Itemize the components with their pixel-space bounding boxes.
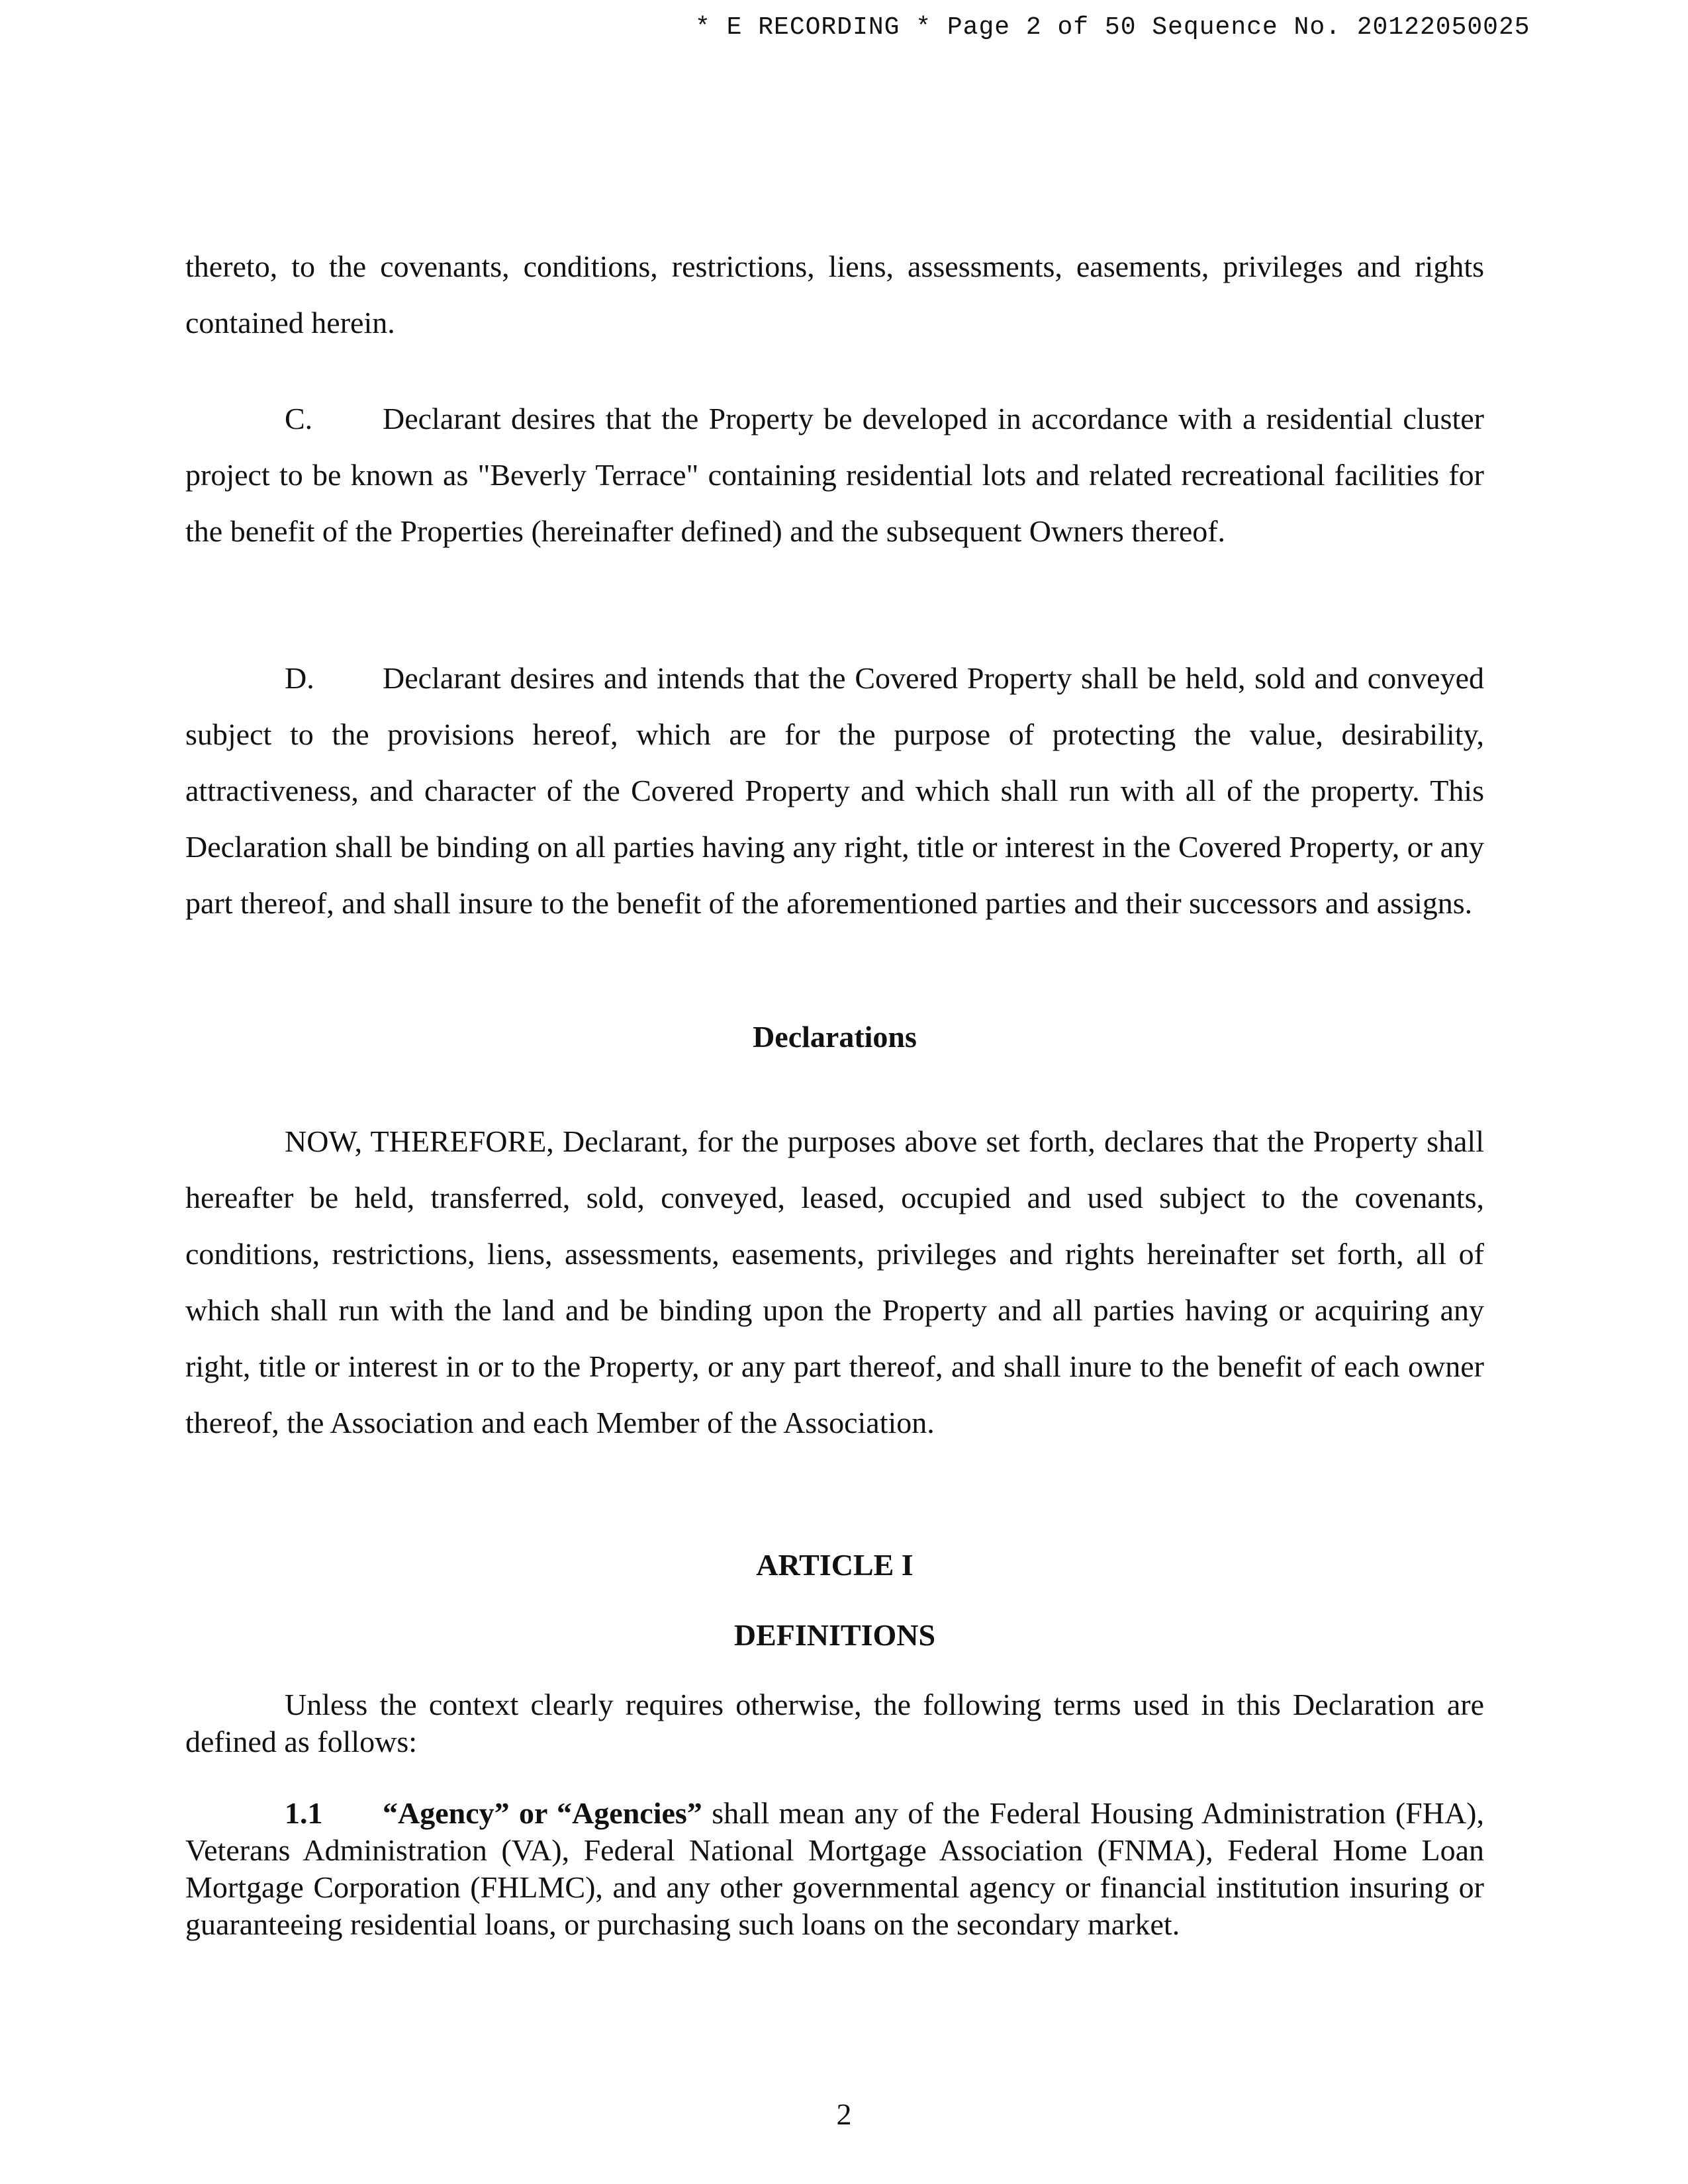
declarations-body — [185, 1113, 1484, 1451]
definition-text: shall mean any of the Federal Housing Administration (FHA), Veterans Administration (VA), Federal National Mortgage Association (FNMA), Federal Home Loan Mortgage Corporation (FHLMC), and any other governmental agency or financial institution insuring or guaranteeing residential loans, or purchasing such loans on the secondary market. — [185, 1796, 1484, 1941]
recital-d — [185, 650, 1484, 931]
page-number: 2 — [836, 2097, 852, 2131]
recording-stamp: * E RECORDING * Page 2 of 50 Sequence No. 20122050025 — [695, 13, 1530, 42]
article-title-block — [185, 1617, 1484, 1653]
article-title: DEFINITIONS — [733, 1618, 936, 1652]
article-heading-block — [185, 1547, 1484, 1582]
recital-c-letter: C. — [285, 402, 313, 435]
definition-item — [185, 1795, 1484, 1943]
definition-term: “Agency” or “Agencies” — [383, 1796, 702, 1830]
declarations-heading: Declarations — [753, 1020, 917, 1054]
recital-c-paragraph — [185, 390, 1484, 559]
recital-d-letter: D. — [285, 661, 314, 695]
definition-number: 1.1 — [285, 1796, 323, 1830]
definition-list — [185, 1795, 1484, 1943]
continuation-paragraph: thereto, to the covenants, conditions, restrictions, liens, assessments, easements, privileges and rights contained herein. — [185, 250, 1484, 340]
recital-c-text: Declarant desires that the Property be developed in accordance with a residential cluster project to be known as "Beverly Terrace" containing residential lots and related recreational facilities for the benefit of the Properties (hereinafter defined) and the subsequent Owners thereof. — [185, 402, 1484, 548]
declarations-section — [185, 1019, 1484, 1054]
recital-c — [185, 390, 1484, 559]
article-intro-block — [185, 1686, 1484, 1760]
recital-d-text: Declarant desires and intends that the Covered Property shall be held, sold and conveyed subject to the provisions hereof, which are for the purpose of protecting the value, desirability, attractiveness, and character of the Covered Property and which shall run with all of the property. This Declaration shall be binding on all parties having any right, title or interest in the Covered Property, or any part thereof, and shall insure to the benefit of the aforementioned parties and their successors and assigns. — [185, 661, 1484, 920]
document-body — [185, 238, 1484, 351]
article-intro-paragraph: Unless the context clearly requires otherwise, the following terms used in this Declaration are defined as follows: — [185, 1688, 1484, 1758]
recital-d-paragraph — [185, 650, 1484, 931]
declarations-paragraph: NOW, THEREFORE, Declarant, for the purposes above set forth, declares that the Property shall hereafter be held, transferred, sold, conveyed, leased, occupied and used subject to the covenants, conditions, restrictions, liens, assessments, easements, privileges and rights hereinafter set forth, all of which shall run with the land and be binding upon the Property and all parties having or acquiring any right, title or interest in or to the Property, or any part thereof, and shall inure to the benefit of each owner thereof, the Association and each Member of the Association. — [185, 1124, 1484, 1439]
article-number: ARTICLE I — [756, 1548, 914, 1582]
